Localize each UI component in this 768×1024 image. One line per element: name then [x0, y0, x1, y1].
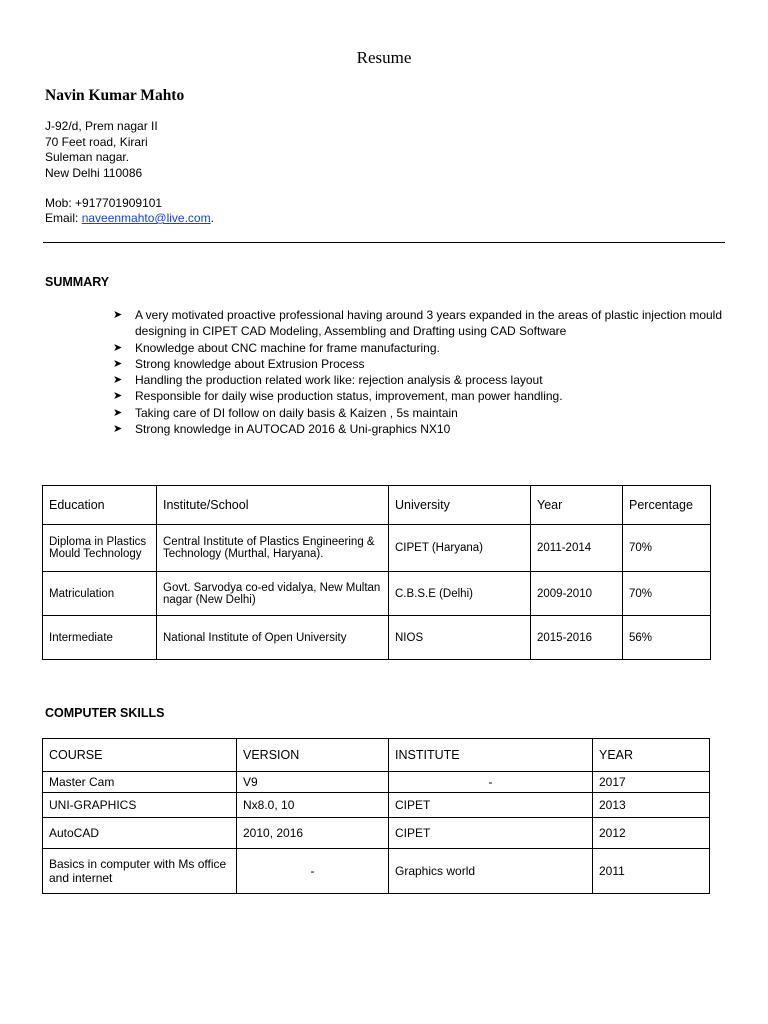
table-cell: Nx8.0, 10	[237, 793, 389, 818]
email-link[interactable]: naveenmahto@live.com	[81, 211, 211, 225]
table-cell: C.B.S.E (Delhi)	[389, 572, 531, 616]
table-cell: 2012	[593, 818, 710, 849]
email-suffix: .	[210, 211, 214, 225]
column-header: VERSION	[237, 739, 389, 772]
column-header: YEAR	[593, 739, 710, 772]
table-cell: 56%	[623, 616, 711, 660]
summary-item	[113, 372, 723, 388]
summary-item	[113, 356, 723, 372]
summary-text: Handling the production related work like: rejection analysis & process layout	[135, 373, 543, 388]
summary-text: A very motivated proactive professional having around 3 years expanded in the areas of plastic injection mould designing in CIPET CAD Modeling, Assembling and Drafting using CAD Software	[135, 308, 723, 339]
table-cell: Master Cam	[43, 772, 237, 793]
table-cell: Diploma in Plastics Mould Technology	[43, 525, 157, 572]
table-cell: 70%	[623, 525, 711, 572]
table-cell: CIPET	[389, 818, 593, 849]
education-table	[42, 485, 711, 660]
summary-item	[113, 388, 723, 404]
arrowhead-bullet-icon: ➤	[113, 357, 123, 370]
mobile-number: Mob: +917701909101	[45, 196, 163, 210]
table-cell: Graphics world	[389, 849, 593, 894]
table-cell: 2010, 2016	[237, 818, 389, 849]
table-cell: UNI-GRAPHICS	[43, 793, 237, 818]
column-header: INSTITUTE	[389, 739, 593, 772]
summary-heading: SUMMARY	[45, 275, 110, 289]
arrowhead-bullet-icon: ➤	[113, 309, 123, 321]
table-cell: CIPET (Haryana)	[389, 525, 531, 572]
table-row	[43, 818, 710, 849]
table-cell: 2015-2016	[531, 616, 623, 660]
summary-item	[113, 421, 723, 437]
table-cell: CIPET	[389, 793, 593, 818]
summary-text: Responsible for daily wise production status, improvement, man power handling.	[135, 389, 563, 404]
summary-text: Taking care of DI follow on daily basis & Kaizen , 5s maintain	[135, 405, 458, 420]
table-row	[43, 525, 711, 572]
table-cell: Intermediate	[43, 616, 157, 660]
column-header: Percentage	[623, 486, 711, 525]
document-title: Resume	[356, 48, 412, 67]
candidate-name: Navin Kumar Mahto	[45, 87, 185, 104]
address-line: 70 Feet road, Kirari	[45, 134, 148, 149]
table-cell: Matriculation	[43, 572, 157, 616]
header-divider	[43, 242, 725, 243]
table-cell: 2017	[593, 772, 710, 793]
table-cell: NIOS	[389, 616, 531, 660]
summary-item	[113, 307, 723, 340]
address-block	[45, 119, 158, 181]
arrowhead-bullet-icon: ➤	[113, 374, 123, 387]
address-line: Suleman nagar.	[45, 150, 130, 164]
table-cell: Central Institute of Plastics Engineering & Technology (Murthal, Haryana).	[157, 525, 389, 572]
table-row	[43, 793, 710, 818]
table-cell: -	[389, 772, 593, 793]
arrowhead-bullet-icon: ➤	[113, 406, 123, 419]
column-header: University	[389, 486, 531, 525]
summary-text: Strong knowledge about Extrusion Process	[135, 356, 365, 371]
email-label: Email:	[45, 211, 82, 225]
summary-item	[113, 340, 723, 356]
address-line: J-92/d, Prem nagar II	[45, 119, 158, 133]
table-row	[43, 849, 710, 894]
arrowhead-bullet-icon: ➤	[113, 341, 123, 354]
table-cell: 2013	[593, 793, 710, 818]
column-header: Year	[531, 486, 623, 525]
table-header-row	[43, 739, 710, 772]
table-cell: 2011-2014	[531, 525, 623, 572]
summary-text: Knowledge about CNC machine for frame manufacturing.	[135, 340, 440, 355]
table-cell: Basics in computer with Ms office and internet	[43, 849, 237, 894]
summary-text: Strong knowledge in AUTOCAD 2016 & Uni-graphics NX10	[135, 422, 451, 437]
table-cell: -	[237, 849, 389, 894]
table-cell: Govt. Sarvodya co-ed vidalya, New Multan nagar (New Delhi)	[157, 572, 389, 616]
table-header-row	[43, 486, 711, 525]
table-cell: V9	[237, 772, 389, 793]
table-cell: 2009-2010	[531, 572, 623, 616]
summary-item	[113, 405, 723, 421]
summary-list	[113, 307, 723, 437]
contact-block	[45, 196, 214, 226]
computer-skills-table	[42, 738, 710, 894]
email-line	[45, 211, 214, 226]
table-cell: AutoCAD	[43, 818, 237, 849]
table-row	[43, 772, 710, 793]
column-header: COURSE	[43, 739, 237, 772]
table-cell: 70%	[623, 572, 711, 616]
address-line: New Delhi 110086	[45, 165, 143, 180]
table-row	[43, 572, 711, 616]
table-cell: 2011	[593, 849, 710, 894]
computer-skills-heading: COMPUTER SKILLS	[45, 706, 165, 720]
arrowhead-bullet-icon: ➤	[113, 390, 123, 403]
column-header: Education	[43, 486, 157, 525]
table-row	[43, 616, 711, 660]
column-header: Institute/School	[157, 486, 389, 525]
table-cell: National Institute of Open University	[157, 616, 389, 660]
arrowhead-bullet-icon: ➤	[113, 423, 123, 436]
